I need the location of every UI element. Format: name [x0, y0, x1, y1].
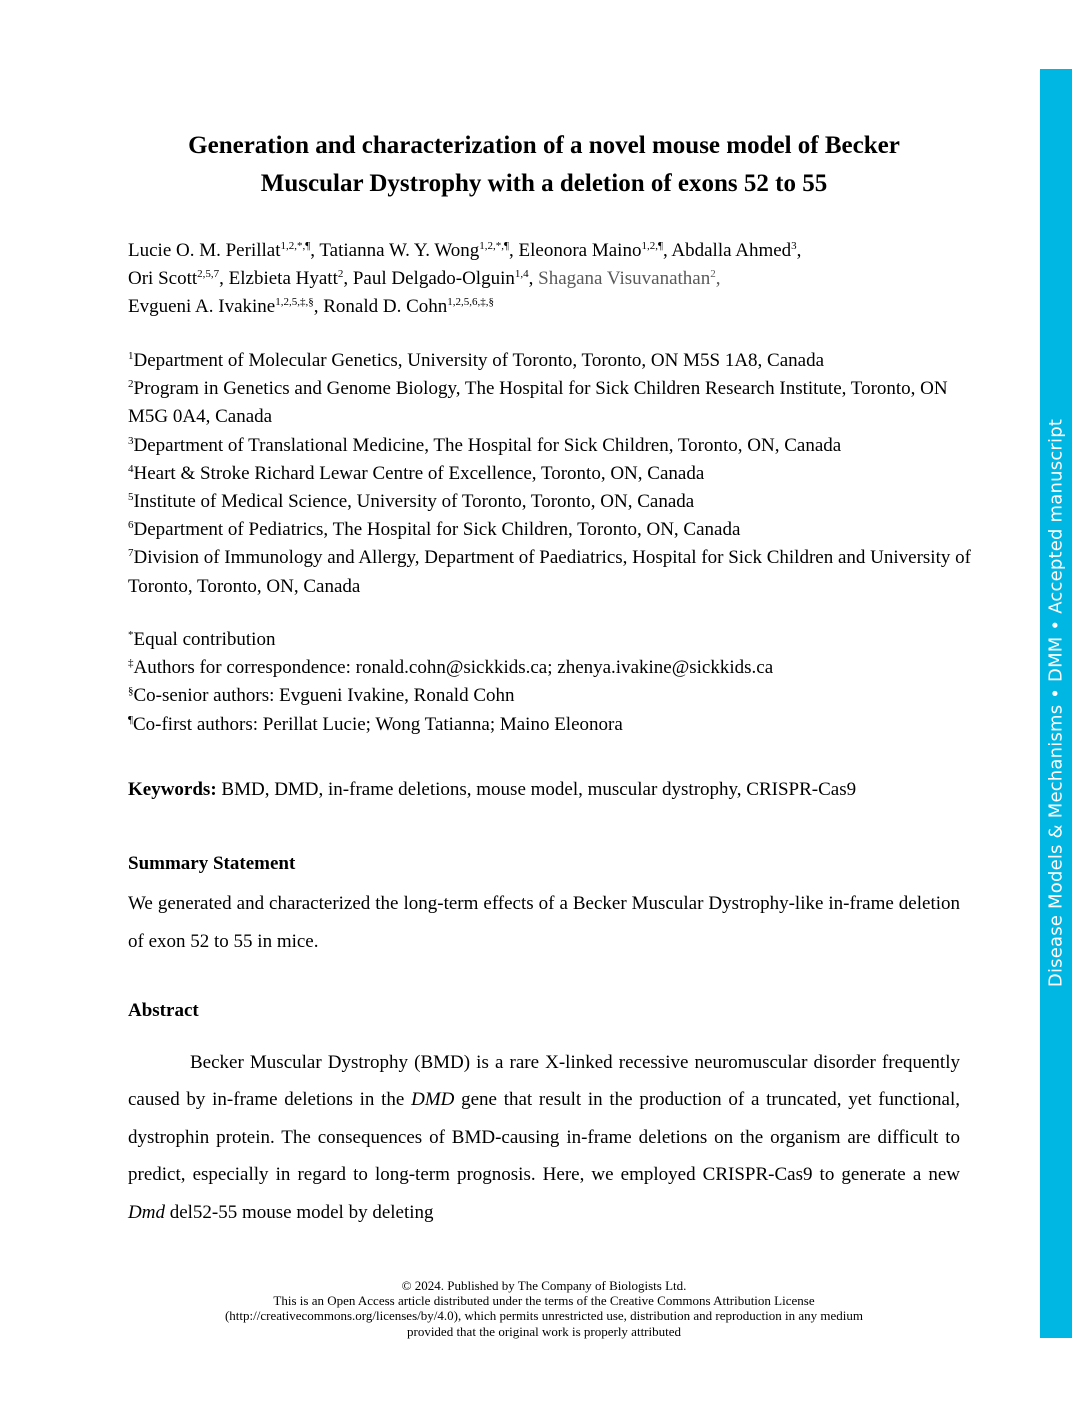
abstract-heading: Abstract [128, 1000, 199, 1021]
summary-text: We generated and characterized the long-term effects of a Becker Muscular Dystrophy-like in-frame deletion of exon 52 to 55 in mice. [128, 893, 960, 952]
author-affiliation-marks: 2 [710, 268, 716, 280]
license-footer [128, 1278, 960, 1339]
author-affiliation-marks: 3 [791, 240, 797, 252]
author-name: Paul Delgado-Olguin [352, 268, 515, 289]
author-name: Ori Scott [128, 268, 198, 289]
author-affiliation-marks: 1,4 [514, 268, 529, 280]
author-name: Evgueni A. Ivakine [128, 296, 276, 317]
author-affiliation-marks: 1,2,*,¶ [479, 240, 510, 252]
note-co-senior: §Co-senior authors: Evgueni Ivakine, Ronald Cohn [128, 685, 515, 707]
author-affiliation-marks: 1,2,5,6,‡,§ [447, 296, 494, 308]
author-name: Elzbieta Hyatt [228, 268, 338, 289]
author-line-3: Evgueni A. Ivakine$^{1,2,5,\ddagger,\S}$, Ronald D. Cohn$^{1,2,5,6,\ddagger,\S}$ [128, 296, 494, 317]
note-correspondence: ‡Authors for correspondence: ronald.cohn@sickkids.ca; zhenya.ivakine@sickkids.ca [128, 657, 774, 679]
license-attribution-line: provided that the original work is properly attributed [406, 1323, 681, 1339]
affiliation-item: $^3$Department of Translational Medicine, The Hospital for Sick Children, Toronto, ON, Canada [128, 434, 842, 456]
author-name: Abdalla Ahmed [671, 240, 792, 261]
keywords-label: Keywords: [128, 779, 217, 800]
affiliation-item: $^5$Institute of Medical Science, University of Toronto, Toronto, ON, Canada [128, 491, 695, 513]
author-name: Tatianna W. Y. Wong [319, 240, 480, 261]
note-equal-contribution: *Equal contribution [128, 629, 276, 650]
affiliation-list [128, 347, 978, 601]
author-line-2: Ori Scott$^{2,5,7}$, Elzbieta Hyatt$^2$, Paul Delgado-Olguin$^{1,4}$, Shagana Visuvanathan$^2$, [128, 268, 721, 289]
author-name: Ronald D. Cohn [323, 296, 448, 317]
sidebar-label: Disease Models & Mechanisms • DMM • Accepted manuscript [1045, 418, 1067, 988]
affiliation-item: $^2$Program in Genetics and Genome Biology, The Hospital for Sick Children Research Institute, Toronto, ON M5G 0A4, Canada [128, 378, 948, 428]
author-affiliation-marks: 2 [337, 268, 344, 280]
title-line-2: Muscular Dystrophy with a deletion of exons 52 to 55 [260, 170, 828, 197]
author-notes [128, 626, 978, 739]
keywords-text: BMD, DMD, in-frame deletions, mouse model, muscular dystrophy, CRISPR-Cas9 [221, 779, 857, 800]
affiliation-item: $^1$Department of Molecular Genetics, University of Toronto, Toronto, ON M5S 1A8, Canada [128, 350, 825, 371]
note-co-first: ¶Co-first authors: Perillat Lucie; Wong Tatianna; Maino Eleonora [128, 713, 623, 735]
journal-sidebar [1040, 69, 1072, 1338]
affiliation-item: $^4$Heart & Stroke Richard Lewar Centre of Excellence, Toronto, ON, Canada [128, 462, 705, 484]
paper-title [128, 127, 960, 203]
summary-heading: Summary Statement [128, 853, 296, 874]
license-url-line: (http://creativecommons.org/licenses/by/4.0), which permits unrestricted use, distribution and reproduction in any medium [224, 1308, 864, 1324]
author-name: Shagana Visuvanathan [538, 268, 711, 289]
author-affiliation-marks: 2,5,7 [197, 268, 220, 280]
author-affiliation-marks: 1,2,*,¶ [280, 240, 311, 252]
author-affiliation-marks: 1,2,¶ [641, 240, 663, 252]
license-line: This is an Open Access article distributed under the terms of the Creative Commons Attribution License [273, 1293, 815, 1309]
keywords [128, 776, 978, 804]
abstract-text: Becker Muscular Dystrophy (BMD) is a rare X-linked recessive neuromuscular disorder frequently caused by in-frame deletions in the DMD gene that result in the production of a truncated, yet functional, dystrophin protein. The consequences of BMD-causing in-frame deletions on the organism are difficult to predict, especially in regard to long-term prognosis. Here, we employed CRISPR-Cas9 to generate a new Dmd del52-55 mouse model by deleting [128, 1052, 960, 1223]
author-name: Lucie O. M. Perillat [128, 240, 281, 261]
author-list [128, 237, 968, 321]
title-line-1: Generation and characterization of a novel mouse model of Becker [188, 132, 900, 159]
affiliation-item: $^6$Department of Pediatrics, The Hospital for Sick Children, Toronto, ON, Canada [128, 519, 741, 541]
author-line-1: Lucie O. M. Perillat$^{1,2,*,\P}$, Tatianna W. Y. Wong$^{1,2,*,\P}$, Eleonora Maino$^{1,2,\P}$, Abdalla Ahmed$^3$, [128, 240, 802, 261]
affiliation-item: $^7$Division of Immunology and Allergy, Department of Paediatrics, Hospital for Sick Children and University of Toronto, Toronto, ON, Canada [128, 547, 971, 597]
author-affiliation-marks: 1,2,5,‡,§ [275, 296, 314, 308]
copyright-line: © 2024. Published by The Company of Biologists Ltd. [401, 1278, 687, 1293]
author-name: Eleonora Maino [518, 240, 642, 261]
